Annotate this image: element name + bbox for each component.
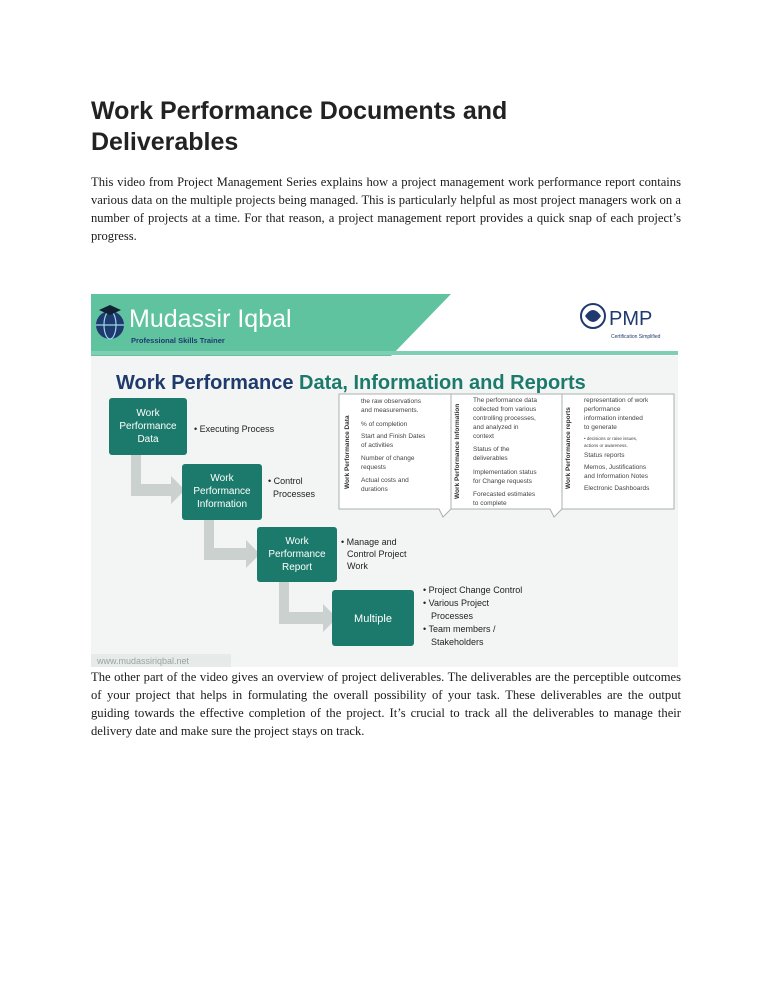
svg-text:Information: Information — [196, 499, 248, 510]
globe-icon — [96, 305, 124, 339]
title-line-2: Deliverables — [91, 128, 239, 156]
svg-text:Processes: Processes — [431, 611, 474, 621]
pmp-logo-text: PMP — [609, 308, 653, 330]
heading-part-1: Work Performance — [116, 372, 300, 394]
svg-text:of activities: of activities — [361, 442, 394, 449]
step-report-note-3: Work — [347, 561, 368, 571]
svg-text:context: context — [473, 433, 494, 440]
svg-text:Performance: Performance — [268, 549, 326, 560]
infographic-figure — [91, 294, 678, 667]
svg-text:Performance: Performance — [119, 421, 177, 432]
step-information-box — [182, 464, 262, 520]
svg-text:performance: performance — [584, 406, 621, 413]
svg-text:Data: Data — [137, 434, 159, 445]
svg-text:• Team members /: • Team members / — [423, 624, 496, 634]
document-title — [91, 96, 651, 158]
svg-text:the raw observations: the raw observations — [361, 398, 421, 405]
svg-text:requests: requests — [361, 464, 386, 471]
step-report-note-2: Control Project — [347, 549, 407, 559]
svg-text:Multiple: Multiple — [354, 613, 392, 625]
step-data-note: • Executing Process — [194, 424, 275, 434]
svg-text:Forecasted estimates: Forecasted estimates — [473, 491, 536, 498]
step-report-note-1: • Manage and — [341, 537, 397, 547]
svg-text:Work Performance Data: Work Performance Data — [344, 415, 351, 489]
infographic-svg — [91, 294, 678, 667]
title-line-1: Work Performance Documents and — [91, 97, 508, 125]
svg-text:Status of the: Status of the — [473, 446, 510, 453]
svg-text:Work Performance reports: Work Performance reports — [565, 407, 572, 489]
panel-data — [339, 394, 451, 517]
svg-text:and measurements.: and measurements. — [361, 407, 419, 414]
step-report-box — [257, 527, 337, 582]
svg-text:• Various Project: • Various Project — [423, 598, 490, 608]
svg-text:Actual costs and: Actual costs and — [361, 477, 409, 484]
svg-text:collected from various: collected from various — [473, 406, 537, 413]
svg-text:• Project Change Control: • Project Change Control — [423, 585, 523, 595]
website-watermark: www.mudassiriqbal.net — [97, 656, 190, 666]
svg-text:and Information Notes: and Information Notes — [584, 473, 648, 480]
svg-text:to complete: to complete — [473, 500, 507, 507]
step-multiple-box — [332, 590, 414, 646]
pmp-tagline: Certification Simplified — [611, 334, 661, 340]
svg-text:actions or awareness.: actions or awareness. — [584, 443, 628, 448]
svg-text:Work Performance Information: Work Performance Information — [454, 403, 461, 499]
svg-text:and analyzed in: and analyzed in — [473, 424, 519, 431]
svg-text:Start and Finish Dates: Start and Finish Dates — [361, 433, 426, 440]
svg-text:controlling processes,: controlling processes, — [473, 415, 536, 422]
svg-text:Work: Work — [136, 408, 160, 419]
panel-information — [451, 394, 562, 517]
svg-text:Memos, Justifications: Memos, Justifications — [584, 464, 647, 471]
brand-tagline: Professional Skills Trainer — [131, 336, 225, 345]
deliverables-paragraph: The other part of the video gives an overview of project deliverables. The deliverables are the perceptible outcomes of your project that helps in formulating the overall possibility of your task. These deliverables are the output guiding towards the effective completion of the project. It’s crucial to track all the deliverables to manage their delivery date and make sure the project stays on track. — [91, 670, 681, 738]
svg-text:• decisions or raise issues,: • decisions or raise issues, — [584, 436, 638, 441]
step-information-note-1: • Control — [268, 476, 303, 486]
svg-text:% of completion: % of completion — [361, 421, 408, 428]
step-information-note-2: Processes — [273, 489, 316, 499]
heading-part-2: Data, Information and Reports — [299, 372, 586, 394]
svg-text:Status reports: Status reports — [584, 452, 625, 459]
step-data-box — [109, 398, 187, 455]
svg-text:Implementation status: Implementation status — [473, 469, 537, 476]
svg-text:durations: durations — [361, 486, 388, 493]
svg-text:The performance data: The performance data — [473, 397, 537, 404]
svg-text:Electronic Dashboards: Electronic Dashboards — [584, 485, 650, 492]
svg-text:for Change requests: for Change requests — [473, 478, 532, 485]
svg-text:information intended: information intended — [584, 415, 643, 422]
infographic-heading — [116, 372, 586, 394]
intro-paragraph: This video from Project Management Series explains how a project management work performance report contains various data on the multiple projects being managed. This is particularly helpful as most project managers work on a number of projects at a time. For that reason, a project management report provides a quick snap of each project’s progress. — [91, 175, 681, 243]
svg-text:Work: Work — [285, 536, 309, 547]
svg-text:Performance: Performance — [193, 486, 251, 497]
svg-text:deliverables: deliverables — [473, 455, 508, 462]
svg-text:representation of work: representation of work — [584, 397, 649, 404]
svg-text:Stakeholders: Stakeholders — [431, 637, 484, 647]
panel-reports — [562, 394, 674, 509]
svg-text:Work: Work — [210, 473, 234, 484]
svg-text:Number of change: Number of change — [361, 455, 415, 462]
svg-text:Report: Report — [281, 562, 313, 573]
svg-text:to generate: to generate — [584, 424, 617, 431]
brand-name: Mudassir Iqbal — [129, 305, 292, 333]
